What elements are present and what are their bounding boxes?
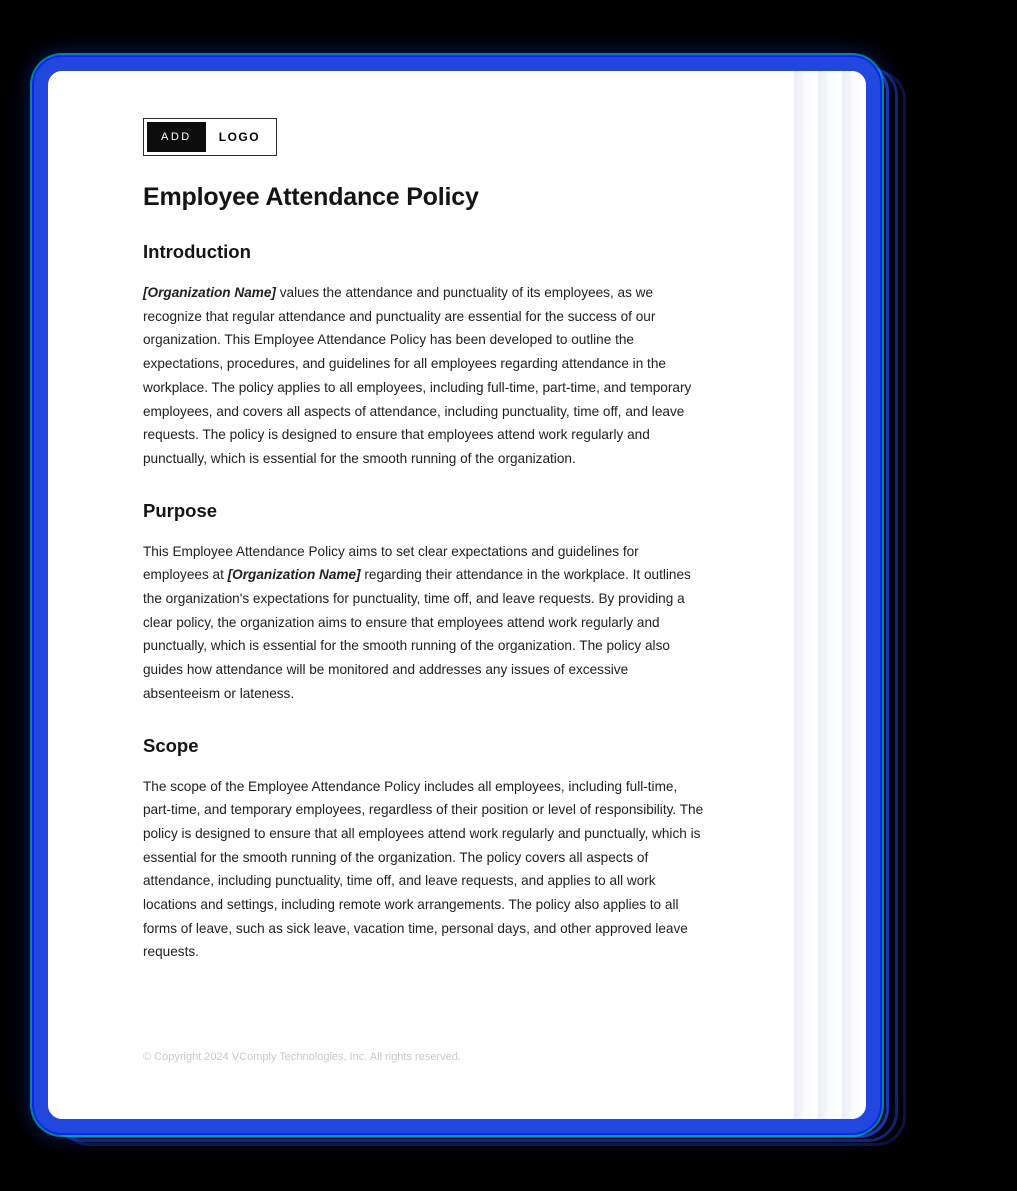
paragraph-text: This Employee Attendance Policy aims to set clear expectations and guidelines for employees at: [143, 543, 639, 583]
organization-name-placeholder: [Organization Name]: [143, 285, 276, 300]
document-body: [143, 241, 708, 964]
add-logo-add-label: ADD: [147, 122, 206, 152]
document-content: [143, 71, 708, 964]
section-paragraph: [143, 540, 708, 706]
section-heading: Introduction: [143, 241, 251, 262]
section-heading: Scope: [143, 734, 199, 756]
copyright-footer: © Copyright 2024 VComply Technologies, Inc. All rights reserved.: [143, 1051, 461, 1063]
paragraph-text: regarding their attendance in the workplace. It outlines the organization's expectations for punctuality, time off, and leave requests. By providing a clear policy, the organization aims to ensure that employees attend work regularly and punctually, which is essential for the smooth running of the organization. The policy also guides how attendance will be monitored and addresses any issues of excessive absenteeism or lateness.: [143, 567, 691, 701]
document-title: Employee Attendance Policy: [143, 183, 479, 211]
page-curl-band: [794, 71, 818, 1119]
paragraph-text: values the attendance and punctuality of its employees, as we recognize that regular attendance and punctuality are essential for the success of our organization. This Employee Attendance Policy has been developed to outline the expectations, procedures, and guidelines for all employees regarding attendance in the workplace. The policy applies to all employees, including full-time, part-time, and temporary employees, and covers all aspects of attendance, including punctuality, time off, and leave requests. The policy is designed to ensure that employees attend work regularly and punctually, which is essential for the smooth running of the organization.: [143, 285, 692, 466]
section-paragraph: [143, 281, 708, 471]
page-curl-band: [818, 71, 842, 1119]
paragraph-text: The scope of the Employee Attendance Policy includes all employees, including full-time, part-time, and temporary employees, regardless of their position or level of responsibility. The policy is designed to ensure that all employees attend work regularly and punctually, which is essential for the smooth running of the organization. The policy covers all aspects of attendance, including punctuality, time off, and leave requests, and applies to all work locations and settings, including remote work arrangements. The policy also applies to all forms of leave, such as sick leave, vacation time, personal days, and other approved leave requests.: [143, 778, 704, 960]
section-heading: Purpose: [143, 499, 218, 521]
organization-name-placeholder: [Organization Name]: [227, 567, 361, 583]
section-paragraph: [143, 775, 708, 965]
page-curl-band: [842, 71, 866, 1119]
document-page: [34, 57, 880, 1133]
add-logo-logo-label: LOGO: [218, 130, 261, 144]
add-logo-placeholder[interactable]: [143, 118, 277, 156]
